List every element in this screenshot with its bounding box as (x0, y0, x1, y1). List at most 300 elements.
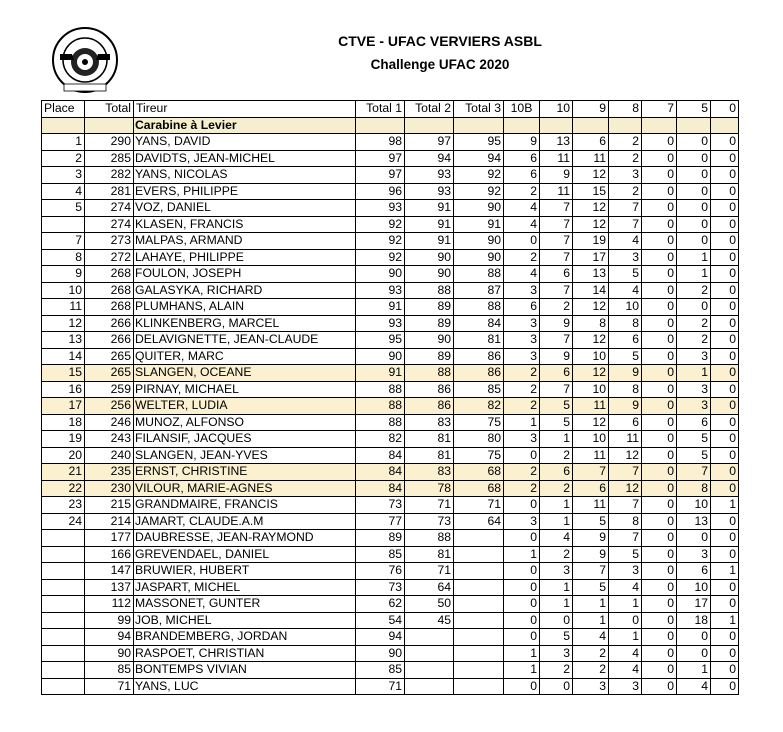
total3-cell: 80 (454, 431, 504, 448)
total2-cell: 97 (405, 134, 454, 151)
count-10-cell: 9 (540, 315, 573, 332)
table-row (42, 464, 739, 481)
total-cell: 166 (85, 546, 134, 563)
count-9-cell: 15 (573, 183, 609, 200)
count-10-cell: 11 (540, 183, 573, 200)
count-10b-cell: 3 (504, 282, 540, 299)
total1-cell: 95 (356, 332, 405, 349)
total1-cell: 77 (356, 513, 405, 530)
count-0-cell: 0 (711, 447, 739, 464)
count-9-cell: 9 (573, 546, 609, 563)
count-7-cell: 0 (642, 480, 677, 497)
total1-cell: 90 (356, 645, 405, 662)
shooter-name: YANS, LUC (134, 678, 356, 695)
total1-cell: 54 (356, 612, 405, 629)
results-table (41, 100, 739, 695)
count-8-cell: 2 (609, 134, 642, 151)
count-7-cell: 0 (642, 216, 677, 233)
total3-cell: 64 (454, 513, 504, 530)
count-7-cell: 0 (642, 332, 677, 349)
total3-cell: 71 (454, 497, 504, 514)
total3-cell: 91 (454, 216, 504, 233)
shooter-name: WELTER, LUDIA (134, 398, 356, 415)
count-5-cell: 3 (677, 348, 711, 365)
count-5-cell: 2 (677, 332, 711, 349)
count-5-cell: 1 (677, 365, 711, 382)
total-cell: 71 (85, 678, 134, 695)
total1-cell: 88 (356, 381, 405, 398)
table-row (42, 629, 739, 646)
table-row (42, 447, 739, 464)
table-row (42, 183, 739, 200)
count-9-cell: 19 (573, 233, 609, 250)
place-cell: 16 (42, 381, 85, 398)
total3-cell: 95 (454, 134, 504, 151)
table-row (42, 348, 739, 365)
total2-cell: 81 (405, 546, 454, 563)
table-row (42, 579, 739, 596)
total2-cell: 91 (405, 200, 454, 217)
total1-cell: 92 (356, 249, 405, 266)
count-7-cell: 0 (642, 629, 677, 646)
count-7-cell: 0 (642, 645, 677, 662)
count-10b-cell: 0 (504, 447, 540, 464)
count-9-cell: 3 (573, 678, 609, 695)
table-row (42, 134, 739, 151)
count-0-cell: 0 (711, 266, 739, 283)
count-9-cell: 10 (573, 348, 609, 365)
count-10b-cell: 0 (504, 596, 540, 613)
count-7-cell: 0 (642, 134, 677, 151)
shooter-name: DAVIDTS, JEAN-MICHEL (134, 150, 356, 167)
count-9-cell: 5 (573, 579, 609, 596)
total2-cell: 83 (405, 464, 454, 481)
count-10b-cell: 1 (504, 662, 540, 679)
count-7-cell: 0 (642, 315, 677, 332)
shooter-name: YANS, DAVID (134, 134, 356, 151)
count-0-cell: 0 (711, 332, 739, 349)
place-cell (42, 612, 85, 629)
count-10b-cell: 2 (504, 464, 540, 481)
club-logo (46, 26, 124, 96)
count-5-cell: 2 (677, 282, 711, 299)
count-0-cell: 0 (711, 464, 739, 481)
total3-cell: 84 (454, 315, 504, 332)
total-cell: 259 (85, 381, 134, 398)
count-8-cell: 3 (609, 249, 642, 266)
total1-cell: 89 (356, 530, 405, 547)
shooter-name: EVERS, PHILIPPE (134, 183, 356, 200)
count-0-cell: 0 (711, 546, 739, 563)
count-5-cell: 0 (677, 530, 711, 547)
count-9-cell: 12 (573, 167, 609, 184)
total3-cell (454, 645, 504, 662)
table-row (42, 546, 739, 563)
total1-cell: 85 (356, 546, 405, 563)
category-label: Carabine à Levier (134, 117, 356, 134)
count-10-cell: 7 (540, 332, 573, 349)
total-cell: 240 (85, 447, 134, 464)
count-10-cell: 2 (540, 546, 573, 563)
total2-cell: 73 (405, 513, 454, 530)
total3-cell (454, 629, 504, 646)
total-cell: 137 (85, 579, 134, 596)
total2-cell: 71 (405, 563, 454, 580)
count-0-cell: 0 (711, 365, 739, 382)
count-8-cell: 8 (609, 315, 642, 332)
total1-cell: 98 (356, 134, 405, 151)
count-0-cell: 0 (711, 530, 739, 547)
table-row (42, 266, 739, 283)
table-row (42, 167, 739, 184)
total-cell: 246 (85, 414, 134, 431)
count-5-cell: 0 (677, 216, 711, 233)
count-9-cell: 2 (573, 662, 609, 679)
count-10-cell: 7 (540, 381, 573, 398)
total3-cell: 75 (454, 414, 504, 431)
count-8-cell: 7 (609, 530, 642, 547)
shooter-name: BRUWIER, HUBERT (134, 563, 356, 580)
col-header-5: 5 (677, 101, 711, 118)
count-9-cell: 12 (573, 299, 609, 316)
count-9-cell: 11 (573, 150, 609, 167)
total2-cell: 89 (405, 299, 454, 316)
place-cell: 10 (42, 282, 85, 299)
count-10b-cell: 2 (504, 480, 540, 497)
count-7-cell: 0 (642, 596, 677, 613)
total-cell: 215 (85, 497, 134, 514)
count-0-cell: 0 (711, 233, 739, 250)
shooter-name: JASPART, MICHEL (134, 579, 356, 596)
count-0-cell: 0 (711, 480, 739, 497)
count-0-cell: 1 (711, 563, 739, 580)
count-0-cell: 0 (711, 662, 739, 679)
count-10-cell: 7 (540, 282, 573, 299)
total2-cell: 45 (405, 612, 454, 629)
total-cell: 112 (85, 596, 134, 613)
total2-cell: 94 (405, 150, 454, 167)
total3-cell (454, 662, 504, 679)
count-10b-cell: 9 (504, 134, 540, 151)
shooter-name: MALPAS, ARMAND (134, 233, 356, 250)
place-cell (42, 662, 85, 679)
count-5-cell: 0 (677, 134, 711, 151)
count-7-cell: 0 (642, 513, 677, 530)
count-10-cell: 1 (540, 431, 573, 448)
count-10-cell: 5 (540, 629, 573, 646)
table-row (42, 530, 739, 547)
total-cell: 230 (85, 480, 134, 497)
count-10-cell: 7 (540, 200, 573, 217)
total-cell: 177 (85, 530, 134, 547)
count-9-cell: 10 (573, 381, 609, 398)
count-8-cell: 3 (609, 563, 642, 580)
total-cell: 268 (85, 299, 134, 316)
total3-cell: 92 (454, 167, 504, 184)
total1-cell: 97 (356, 150, 405, 167)
count-10b-cell: 0 (504, 629, 540, 646)
count-0-cell: 0 (711, 183, 739, 200)
shooter-name: MUNOZ, ALFONSO (134, 414, 356, 431)
count-0-cell: 0 (711, 150, 739, 167)
place-cell: 8 (42, 249, 85, 266)
total3-cell: 92 (454, 183, 504, 200)
col-header-total2: Total 2 (405, 101, 454, 118)
count-10-cell: 2 (540, 480, 573, 497)
total-cell: 256 (85, 398, 134, 415)
count-7-cell: 0 (642, 381, 677, 398)
count-7-cell: 0 (642, 200, 677, 217)
count-8-cell: 6 (609, 414, 642, 431)
count-10-cell: 11 (540, 150, 573, 167)
place-cell: 18 (42, 414, 85, 431)
total-cell: 282 (85, 167, 134, 184)
total2-cell: 81 (405, 431, 454, 448)
total2-cell: 90 (405, 249, 454, 266)
count-5-cell: 2 (677, 315, 711, 332)
shooter-name: GREVENDAEL, DANIEL (134, 546, 356, 563)
shooter-name: PLUMHANS, ALAIN (134, 299, 356, 316)
count-8-cell: 7 (609, 200, 642, 217)
count-5-cell: 13 (677, 513, 711, 530)
place-cell: 17 (42, 398, 85, 415)
total2-cell (405, 645, 454, 662)
total-cell: 90 (85, 645, 134, 662)
count-9-cell: 17 (573, 249, 609, 266)
count-10b-cell: 4 (504, 216, 540, 233)
count-9-cell: 12 (573, 200, 609, 217)
count-10-cell: 7 (540, 216, 573, 233)
table-row (42, 612, 739, 629)
shooter-name: VILOUR, MARIE-AGNES (134, 480, 356, 497)
total2-cell: 78 (405, 480, 454, 497)
count-5-cell: 0 (677, 629, 711, 646)
total1-cell: 93 (356, 200, 405, 217)
total1-cell: 88 (356, 414, 405, 431)
count-10b-cell: 2 (504, 398, 540, 415)
total2-cell: 93 (405, 183, 454, 200)
shooter-name: KLASEN, FRANCIS (134, 216, 356, 233)
count-7-cell: 0 (642, 497, 677, 514)
count-7-cell: 0 (642, 365, 677, 382)
total3-cell (454, 596, 504, 613)
col-header-tireur: Tireur (134, 101, 356, 118)
total2-cell: 83 (405, 414, 454, 431)
place-cell: 23 (42, 497, 85, 514)
place-cell (42, 530, 85, 547)
shooter-name: SLANGEN, OCEANE (134, 365, 356, 382)
count-8-cell: 1 (609, 596, 642, 613)
count-10b-cell: 3 (504, 348, 540, 365)
total2-cell: 88 (405, 365, 454, 382)
table-row (42, 381, 739, 398)
count-10b-cell: 1 (504, 645, 540, 662)
count-9-cell: 6 (573, 134, 609, 151)
count-10-cell: 6 (540, 365, 573, 382)
table-row (42, 645, 739, 662)
count-5-cell: 1 (677, 662, 711, 679)
place-cell: 15 (42, 365, 85, 382)
total3-cell: 75 (454, 447, 504, 464)
total1-cell: 93 (356, 282, 405, 299)
count-7-cell: 0 (642, 266, 677, 283)
place-cell: 21 (42, 464, 85, 481)
count-8-cell: 12 (609, 480, 642, 497)
count-9-cell: 12 (573, 414, 609, 431)
total1-cell: 85 (356, 662, 405, 679)
count-7-cell: 0 (642, 579, 677, 596)
total3-cell: 68 (454, 464, 504, 481)
count-9-cell: 6 (573, 480, 609, 497)
count-8-cell: 4 (609, 645, 642, 662)
count-8-cell: 8 (609, 381, 642, 398)
count-10b-cell: 0 (504, 579, 540, 596)
total2-cell: 86 (405, 381, 454, 398)
total1-cell: 90 (356, 266, 405, 283)
count-10b-cell: 2 (504, 381, 540, 398)
count-10-cell: 7 (540, 233, 573, 250)
total3-cell (454, 678, 504, 695)
count-10-cell: 2 (540, 447, 573, 464)
count-10-cell: 1 (540, 513, 573, 530)
count-10-cell: 4 (540, 530, 573, 547)
challenge-title: Challenge UFAC 2020 (370, 57, 510, 72)
total-cell: 274 (85, 216, 134, 233)
total-cell: 285 (85, 150, 134, 167)
count-10-cell: 2 (540, 299, 573, 316)
count-7-cell: 0 (642, 348, 677, 365)
count-8-cell: 5 (609, 348, 642, 365)
count-9-cell: 9 (573, 530, 609, 547)
shooter-name: MASSONET, GUNTER (134, 596, 356, 613)
table-row (42, 200, 739, 217)
place-cell (42, 645, 85, 662)
col-header-9: 9 (573, 101, 609, 118)
total3-cell: 90 (454, 249, 504, 266)
total-cell: 274 (85, 200, 134, 217)
count-8-cell: 12 (609, 447, 642, 464)
shooter-name: YANS, NICOLAS (134, 167, 356, 184)
count-10b-cell: 6 (504, 167, 540, 184)
col-header-10b: 10B (504, 101, 540, 118)
total3-cell (454, 612, 504, 629)
table-row (42, 233, 739, 250)
table-row (42, 365, 739, 382)
count-10b-cell: 0 (504, 233, 540, 250)
place-cell: 24 (42, 513, 85, 530)
count-7-cell: 0 (642, 464, 677, 481)
total-cell: 243 (85, 431, 134, 448)
total3-cell: 87 (454, 282, 504, 299)
shooter-name: BONTEMPS VIVIAN (134, 662, 356, 679)
col-header-0: 0 (711, 101, 739, 118)
place-cell: 1 (42, 134, 85, 151)
total-cell: 265 (85, 348, 134, 365)
shooter-name: ERNST, CHRISTINE (134, 464, 356, 481)
count-9-cell: 4 (573, 629, 609, 646)
place-cell: 12 (42, 315, 85, 332)
place-cell: 7 (42, 233, 85, 250)
place-cell: 3 (42, 167, 85, 184)
total3-cell: 85 (454, 381, 504, 398)
count-10b-cell: 0 (504, 530, 540, 547)
total3-cell: 86 (454, 348, 504, 365)
count-8-cell: 4 (609, 662, 642, 679)
count-8-cell: 5 (609, 266, 642, 283)
table-row (42, 596, 739, 613)
total-cell: 265 (85, 365, 134, 382)
total-cell: 268 (85, 266, 134, 283)
total2-cell: 88 (405, 530, 454, 547)
count-8-cell: 10 (609, 299, 642, 316)
table-row (42, 414, 739, 431)
table-row (42, 398, 739, 415)
count-8-cell: 3 (609, 678, 642, 695)
total-cell: 266 (85, 315, 134, 332)
shooter-name: VOZ, DANIEL (134, 200, 356, 217)
count-5-cell: 1 (677, 249, 711, 266)
count-10-cell: 2 (540, 662, 573, 679)
total1-cell: 97 (356, 167, 405, 184)
table-row (42, 299, 739, 316)
count-8-cell: 2 (609, 183, 642, 200)
count-7-cell: 0 (642, 167, 677, 184)
total1-cell: 88 (356, 398, 405, 415)
place-cell (42, 596, 85, 613)
count-10b-cell: 3 (504, 332, 540, 349)
count-0-cell: 0 (711, 678, 739, 695)
count-10b-cell: 0 (504, 678, 540, 695)
total-cell: 273 (85, 233, 134, 250)
count-0-cell: 0 (711, 134, 739, 151)
count-10b-cell: 0 (504, 497, 540, 514)
count-10-cell: 3 (540, 563, 573, 580)
total-cell: 85 (85, 662, 134, 679)
count-7-cell: 0 (642, 431, 677, 448)
total1-cell: 94 (356, 629, 405, 646)
count-0-cell: 0 (711, 381, 739, 398)
total1-cell: 96 (356, 183, 405, 200)
shooter-name: GALASYKA, RICHARD (134, 282, 356, 299)
count-10-cell: 3 (540, 645, 573, 662)
count-7-cell: 0 (642, 530, 677, 547)
shooter-name: FOULON, JOSEPH (134, 266, 356, 283)
count-9-cell: 11 (573, 447, 609, 464)
count-5-cell: 17 (677, 596, 711, 613)
count-0-cell: 0 (711, 513, 739, 530)
count-0-cell: 1 (711, 612, 739, 629)
count-5-cell: 0 (677, 233, 711, 250)
count-10b-cell: 2 (504, 183, 540, 200)
shooter-name: RASPOET, CHRISTIAN (134, 645, 356, 662)
total1-cell: 82 (356, 431, 405, 448)
count-9-cell: 12 (573, 365, 609, 382)
count-0-cell: 0 (711, 629, 739, 646)
total2-cell (405, 662, 454, 679)
total3-cell (454, 530, 504, 547)
count-10-cell: 0 (540, 678, 573, 695)
count-8-cell: 2 (609, 150, 642, 167)
count-0-cell: 0 (711, 431, 739, 448)
total-cell: 235 (85, 464, 134, 481)
count-8-cell: 5 (609, 546, 642, 563)
total2-cell: 93 (405, 167, 454, 184)
col-header-8: 8 (609, 101, 642, 118)
total1-cell: 84 (356, 447, 405, 464)
place-cell: 11 (42, 299, 85, 316)
total-cell: 281 (85, 183, 134, 200)
count-10b-cell: 3 (504, 513, 540, 530)
